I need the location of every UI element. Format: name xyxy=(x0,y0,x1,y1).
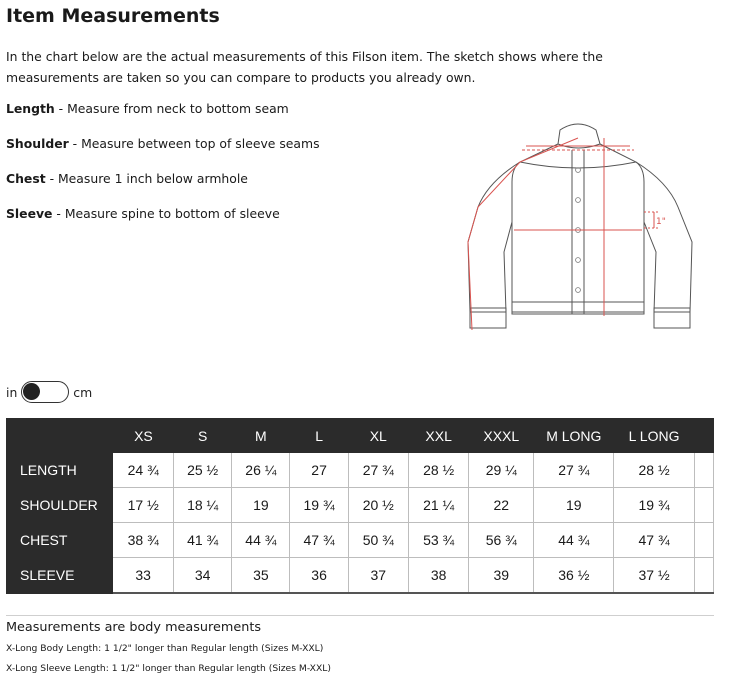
row-label: LENGTH xyxy=(6,453,113,488)
unit-toggle-switch[interactable] xyxy=(21,381,69,403)
page-title: Item Measurements xyxy=(6,5,220,27)
table-cell: 47 ¾ xyxy=(290,523,348,558)
table-row xyxy=(6,523,714,558)
size-table-container xyxy=(6,418,714,594)
table-row xyxy=(6,488,714,523)
table-row xyxy=(6,558,714,594)
table-cell: 26 ¼ xyxy=(232,453,290,488)
unit-label-cm[interactable]: cm xyxy=(73,384,93,400)
table-cell: 25 ½ xyxy=(174,453,232,488)
footnote-line: X-Long Sleeve Length: 1 1/2" longer than Regular length (Sizes M-XXL) xyxy=(6,663,331,674)
table-cell: 35 xyxy=(232,558,290,594)
definition-term: Sleeve xyxy=(6,206,53,221)
table-cell: 37 ½ xyxy=(614,558,694,594)
table-cell: 29 ¼ xyxy=(469,453,534,488)
table-cell: 27 xyxy=(290,453,348,488)
table-cell: 18 ¼ xyxy=(174,488,232,523)
table-cell: 38 ¾ xyxy=(113,523,173,558)
footnote-title: Measurements are body measurements xyxy=(6,620,262,635)
footnote-line: X-Long Body Length: 1 1/2" longer than Regular length (Sizes M-XXL) xyxy=(6,643,324,654)
definition-desc: - Measure 1 inch below armhole xyxy=(45,171,248,186)
table-cell: 50 ¾ xyxy=(348,523,408,558)
header-cell: L xyxy=(290,418,348,453)
table-cell-overflow xyxy=(694,488,713,523)
table-cell: 37 xyxy=(348,558,408,594)
table-cell: 47 ¾ xyxy=(614,523,694,558)
table-cell: 27 ¾ xyxy=(348,453,408,488)
row-label: CHEST xyxy=(6,523,113,558)
table-cell: 44 ¾ xyxy=(534,523,614,558)
table-cell: 38 xyxy=(408,558,469,594)
row-label: SLEEVE xyxy=(6,558,113,594)
unit-toggle xyxy=(6,380,92,404)
definition-desc: - Measure spine to bottom of sleeve xyxy=(52,206,280,221)
intro-text: In the chart below are the actual measurements of this Filson item. The sketch shows where the measurements are taken so you can compare to products you already own. xyxy=(6,49,603,85)
table-cell: 21 ¼ xyxy=(408,488,469,523)
table-cell: 24 ¾ xyxy=(113,453,173,488)
table-cell: 39 xyxy=(469,558,534,594)
table-cell-overflow xyxy=(694,558,713,594)
table-cell: 19 ¾ xyxy=(614,488,694,523)
header-cell: S xyxy=(174,418,232,453)
table-cell: 56 ¾ xyxy=(469,523,534,558)
section-divider xyxy=(6,615,714,616)
table-cell: 34 xyxy=(174,558,232,594)
definition-chest xyxy=(6,171,248,186)
row-label: SHOULDER xyxy=(6,488,113,523)
header-cell: M LONG xyxy=(534,418,614,453)
unit-label-in[interactable]: in xyxy=(6,384,18,400)
jacket-measurement-sketch xyxy=(448,112,712,342)
header-cell: L LONG xyxy=(614,418,694,453)
definition-length xyxy=(6,101,289,116)
table-cell: 19 xyxy=(232,488,290,523)
table-cell: 20 ½ xyxy=(348,488,408,523)
table-cell: 22 xyxy=(469,488,534,523)
header-cell xyxy=(6,418,113,453)
table-cell: 33 xyxy=(113,558,173,594)
definition-sleeve xyxy=(6,206,280,221)
table-cell: 28 ½ xyxy=(408,453,469,488)
table-row xyxy=(6,453,714,488)
table-cell-overflow xyxy=(694,453,713,488)
table-cell: 27 ¾ xyxy=(534,453,614,488)
table-cell: 36 xyxy=(290,558,348,594)
header-cell: M xyxy=(232,418,290,453)
header-cell: XS xyxy=(113,418,173,453)
table-cell: 28 ½ xyxy=(614,453,694,488)
toggle-knob xyxy=(23,383,40,400)
table-cell: 36 ½ xyxy=(534,558,614,594)
header-cell: XXL xyxy=(408,418,469,453)
table-cell: 17 ½ xyxy=(113,488,173,523)
armhole-offset-label: 1" xyxy=(656,217,666,227)
table-header-row xyxy=(6,418,714,453)
header-cell-overflow xyxy=(694,418,713,453)
table-cell: 19 xyxy=(534,488,614,523)
table-cell: 44 ¾ xyxy=(232,523,290,558)
table-cell: 53 ¾ xyxy=(408,523,469,558)
table-cell: 41 ¾ xyxy=(174,523,232,558)
definition-desc: - Measure from neck to bottom seam xyxy=(54,101,289,116)
header-cell: XL xyxy=(348,418,408,453)
size-table xyxy=(6,418,714,594)
definition-term: Chest xyxy=(6,171,46,186)
table-cell-overflow xyxy=(694,523,713,558)
header-cell: XXXL xyxy=(469,418,534,453)
definition-term: Shoulder xyxy=(6,136,69,151)
definition-desc: - Measure between top of sleeve seams xyxy=(68,136,320,151)
definition-term: Length xyxy=(6,101,55,116)
table-cell: 19 ¾ xyxy=(290,488,348,523)
definition-shoulder xyxy=(6,136,320,151)
